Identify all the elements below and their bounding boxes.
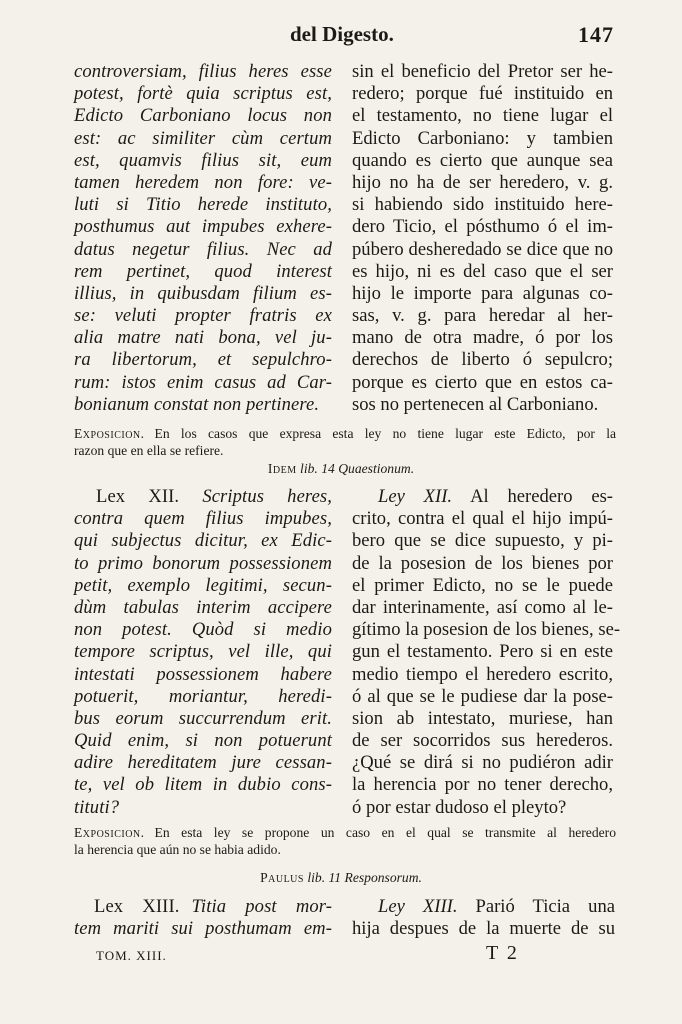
exposicion-text: En esta ley se propone un caso en el qual se transmite al heredero — [154, 825, 616, 840]
section3-source — [0, 870, 682, 886]
ley-heading: Ley XII. — [378, 486, 453, 507]
section3-spanish-column — [352, 896, 615, 940]
latin-line: Scriptus heres, — [202, 486, 333, 507]
spanish-line: derechos de liberto ó sepulcro; — [352, 349, 613, 371]
ley-heading: Ley XIII. — [378, 896, 458, 917]
latin-line: potuerit, moriantur, heredi- — [74, 685, 332, 707]
latin-line: tempore scriptus, vel ille, qui — [74, 641, 332, 663]
spanish-line: porque es cierto que en estos ca- — [352, 371, 613, 393]
latin-line: rum: istos enim casus ad Car- — [74, 371, 332, 393]
latin-line: potest, fortè quia scriptus est, — [74, 83, 332, 105]
section2-spanish-column — [352, 486, 621, 819]
latin-line: rem pertinet, quod interest — [74, 260, 332, 282]
exposicion-text: En los casos que expresa esta ley no tiene lugar este Edicto, por la — [154, 426, 616, 441]
spanish-line: gítimo la posesion de los bienes, se- — [352, 619, 621, 641]
latin-line: Edicto Carboniano locus non — [74, 105, 332, 127]
latin-line: tituti? — [74, 796, 120, 818]
latin-line: luti si Titio herede instituto, — [74, 194, 332, 216]
volume-label: TOM. XIII. — [96, 948, 167, 963]
spanish-line: ó por estar dudoso el pleyto? — [352, 796, 567, 818]
latin-line: adire hereditatem jure cessan- — [74, 752, 332, 774]
spanish-line: es hijo, ni es del caso que el ser — [352, 260, 613, 282]
page-footer — [0, 942, 682, 966]
latin-line: contra quem filius impubes, — [74, 508, 332, 530]
latin-line: Quid enim, si non potuerunt — [74, 730, 332, 752]
section2-exposicion — [74, 824, 616, 858]
spanish-line: Al heredero es- — [470, 486, 613, 507]
latin-line: est, quamvis filius sit, eum — [74, 149, 332, 171]
exposicion-text: razon que en ella se refiere. — [74, 443, 224, 458]
spanish-line: hijo le importe para algunas co- — [352, 282, 613, 304]
latin-line: te, vel ob litem in dubio cons- — [74, 774, 332, 796]
latin-line: bonianum constat non pertinere. — [74, 393, 320, 415]
source-lib: lib. 11 — [307, 870, 342, 885]
spanish-line: púbero desheredado se dice que no — [352, 238, 613, 260]
latin-line: est: ac similiter cùm certum — [74, 127, 332, 149]
source-author: Paulus — [260, 870, 304, 885]
spanish-line: crito, contra el qual el hijo impú- — [352, 508, 613, 530]
spanish-line: sas, v. g. para heredar al her- — [352, 305, 613, 327]
spanish-line: quando es cierto que aunque sea — [352, 149, 613, 171]
lex-heading: Lex XII. — [96, 486, 180, 507]
section1-latin-column — [74, 61, 332, 416]
spanish-line: Edicto Carboniano: y tambien — [352, 127, 613, 149]
spanish-line: sion ab intestato, muriese, han — [352, 707, 613, 729]
source-author: Idem — [267, 461, 297, 476]
source-work: Quaestionum. — [338, 461, 415, 476]
spanish-line: el primer Edicto, no se le puede — [352, 574, 613, 596]
latin-line: alia matre nati bona, vel ju- — [74, 327, 332, 349]
spanish-line: hijo no ha de ser heredero, v. g. — [352, 171, 613, 193]
spanish-line: ó al que se le pudiese dar la pose- — [352, 685, 613, 707]
latin-line: qui subjectus dicitur, ex Edic- — [74, 530, 332, 552]
spanish-line: dar interinamente, así como al le- — [352, 596, 613, 618]
latin-line: posthumus aut impubes exhere- — [74, 216, 332, 238]
section2-source — [0, 461, 682, 477]
spanish-line: mano de otra madre, ó por los — [352, 327, 613, 349]
latin-line: tamen heredem non fore: ve- — [74, 171, 332, 193]
section3-latin-column — [74, 896, 332, 940]
spanish-line: el testamento, no tiene lugar el — [352, 105, 613, 127]
spanish-line: Parió Ticia una — [475, 896, 615, 917]
source-lib: lib. 14 — [300, 461, 335, 476]
latin-line: illius, in quibusdam filium es- — [74, 282, 332, 304]
latin-line: Titia post mor- — [191, 896, 332, 917]
latin-line: non potest. Quòd si medio — [74, 619, 332, 641]
section1-spanish-column — [352, 61, 613, 416]
spanish-line: dero Ticio, el pósthumo ó el im- — [352, 216, 613, 238]
signature-mark: T 2 — [486, 942, 519, 964]
spanish-line: medio tiempo el heredero escrito, — [352, 663, 613, 685]
spanish-line: hija despues de la muerte de su — [352, 918, 615, 940]
page-number: 147 — [578, 22, 614, 47]
latin-line: ra libertorum, et sepulchro- — [74, 349, 332, 371]
spanish-line: de la posesion de los bienes por — [352, 552, 613, 574]
spanish-line: gun el testamento. Pero si en este — [352, 641, 613, 663]
spanish-line: de ser socorridos sus herederos. — [352, 730, 613, 752]
source-work: Responsorum. — [344, 870, 422, 885]
exposicion-label: Exposicion. — [74, 825, 145, 840]
latin-line: datus negetur filius. Nec ad — [74, 238, 332, 260]
exposicion-text: la herencia que aún no se habia adido. — [74, 842, 281, 857]
spanish-line: si habiendo sido instituido here- — [352, 194, 613, 216]
running-title: del Digesto. — [290, 22, 394, 46]
latin-line: bus eorum succurrendum erit. — [74, 707, 332, 729]
exposicion-label: Exposicion. — [74, 426, 145, 441]
spanish-line: redero; porque fué instituido en — [352, 83, 613, 105]
latin-line: petit, exemplo legitimi, secun- — [74, 574, 332, 596]
latin-line: controversiam, filius heres esse — [74, 61, 332, 82]
spanish-line: sos no pertenecen al Carboniano. — [352, 393, 599, 415]
latin-line: dùm tabulas interim accipere — [74, 596, 332, 618]
section1-exposicion — [74, 425, 616, 459]
spanish-line: la herencia por no tener derecho, — [352, 774, 613, 796]
running-head — [0, 22, 682, 52]
latin-line: tem mariti sui posthumam em- — [74, 918, 332, 940]
latin-line: se: veluti propter fratris ex — [74, 305, 332, 327]
spanish-line: ¿Qué se dirá si no pudiéron adir — [352, 752, 613, 774]
spanish-line: bero que se dice supuesto, y pi- — [352, 530, 613, 552]
lex-heading: Lex XIII. — [94, 896, 180, 917]
latin-line: to primo bonorum possessionem — [74, 552, 332, 574]
latin-line: intestati possessionem habere — [74, 663, 332, 685]
spanish-line: sin el beneficio del Pretor ser he- — [352, 61, 613, 82]
section2-latin-column — [74, 486, 332, 819]
